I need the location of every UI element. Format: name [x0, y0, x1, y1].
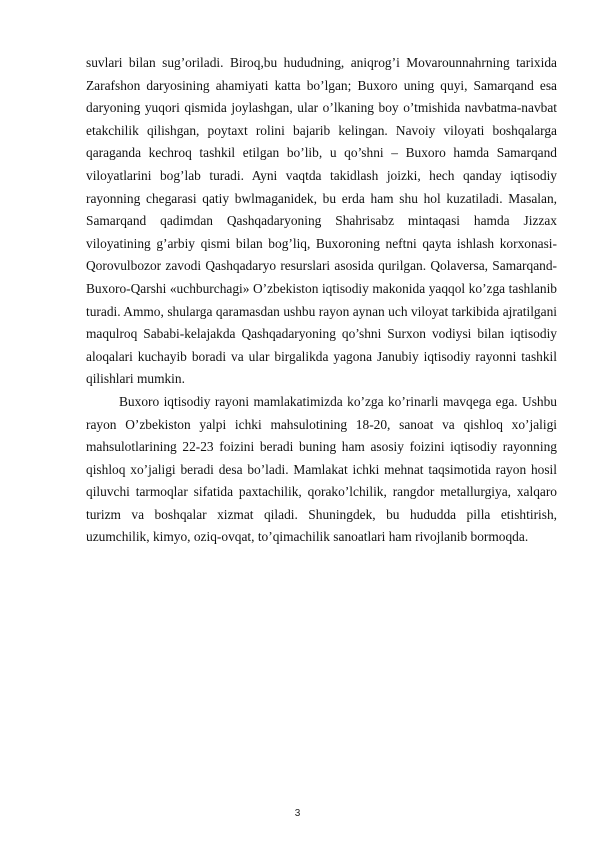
page-body	[86, 52, 557, 549]
paragraph-2: Buxoro iqtisodiy rayoni mamlakatimizda ko’zga ko’rinarli mavqega ega. Ushbu rayon O’zbekiston yalpi ichki mahsulotining 18-20, sanoat va qishloq xo’jaligi mahsulotlarining 22-23 foizini beradi buning ham asosiy foizini iqtisodiy rayonning qishloq xo’jaligi beradi desa bo’ladi. Mamlakat ichki mehnat taqsimotida rayon hosil qiluvchi tarmoqlar sifatida paxtachilik, qorako’lchilik, rangdor metallurgiya, xalqaro turizm va boshqalar xizmat qiladi. Shuningdek, bu hududda pilla etishtirish, uzumchilik, kimyo, oziq-ovqat, to’qimachilik sanoatlari ham rivojlanib bormoqda.	[86, 393, 557, 545]
paragraph-1: suvlari bilan sug’oriladi. Biroq,bu hududning, aniqrog’i Movarounnahrning tarixida Zarafshon daryosining ahamiyati katta bo’lgan; Buxoro uning quyi, Samarqand esa daryoning yuqori qismida joylashgan, ular o’lkaning boy o’tmishida navbatma-navbat etakchilik qilishgan, poytaxt rolini bajarib kelingan. Navoiy viloyati boshqalarga qaraganda kechroq tashkil etilgan bo’lib, u qo’shni – Buxoro hamda Samarqand viloyatlarini bog’lab turadi. Ayni vaqtda takidlash joizki, hech qanday iqtisodiy rayonning chegarasi qatiy bwlmaganidek, bu erda ham shu hol kuzatiladi. Masalan, Samarqand qadimdan Qashqadaryoning Shahrisabz mintaqasi hamda Jizzax viloyatining g’arbiy qismi bilan bog’liq, Buxoroning neftni qayta ishlash korxonasi-Qorovulbozor zavodi Qashqadaryo resurslari asosida qurilgan. Qolaversa, Samarqand-Buxoro-Qarshi «uchburchagi» O’zbekiston iqtisodiy makonida yaqqol ko’zga tashlanib turadi. Ammo, shularga qaramasdan ushbu rayon aynan uch viloyat tarkibida ajratilgani maqulroq Sababi-kelajakda Qashqadaryoning qo’shni Surxon vodiysi bilan iqtisodiy aloqalari kuchayib boradi va ular birgalikda yagona Janubiy iqtisodiy rayonni tashkil qilishlari mumkin.	[86, 55, 557, 387]
page-number: 3	[294, 808, 301, 819]
